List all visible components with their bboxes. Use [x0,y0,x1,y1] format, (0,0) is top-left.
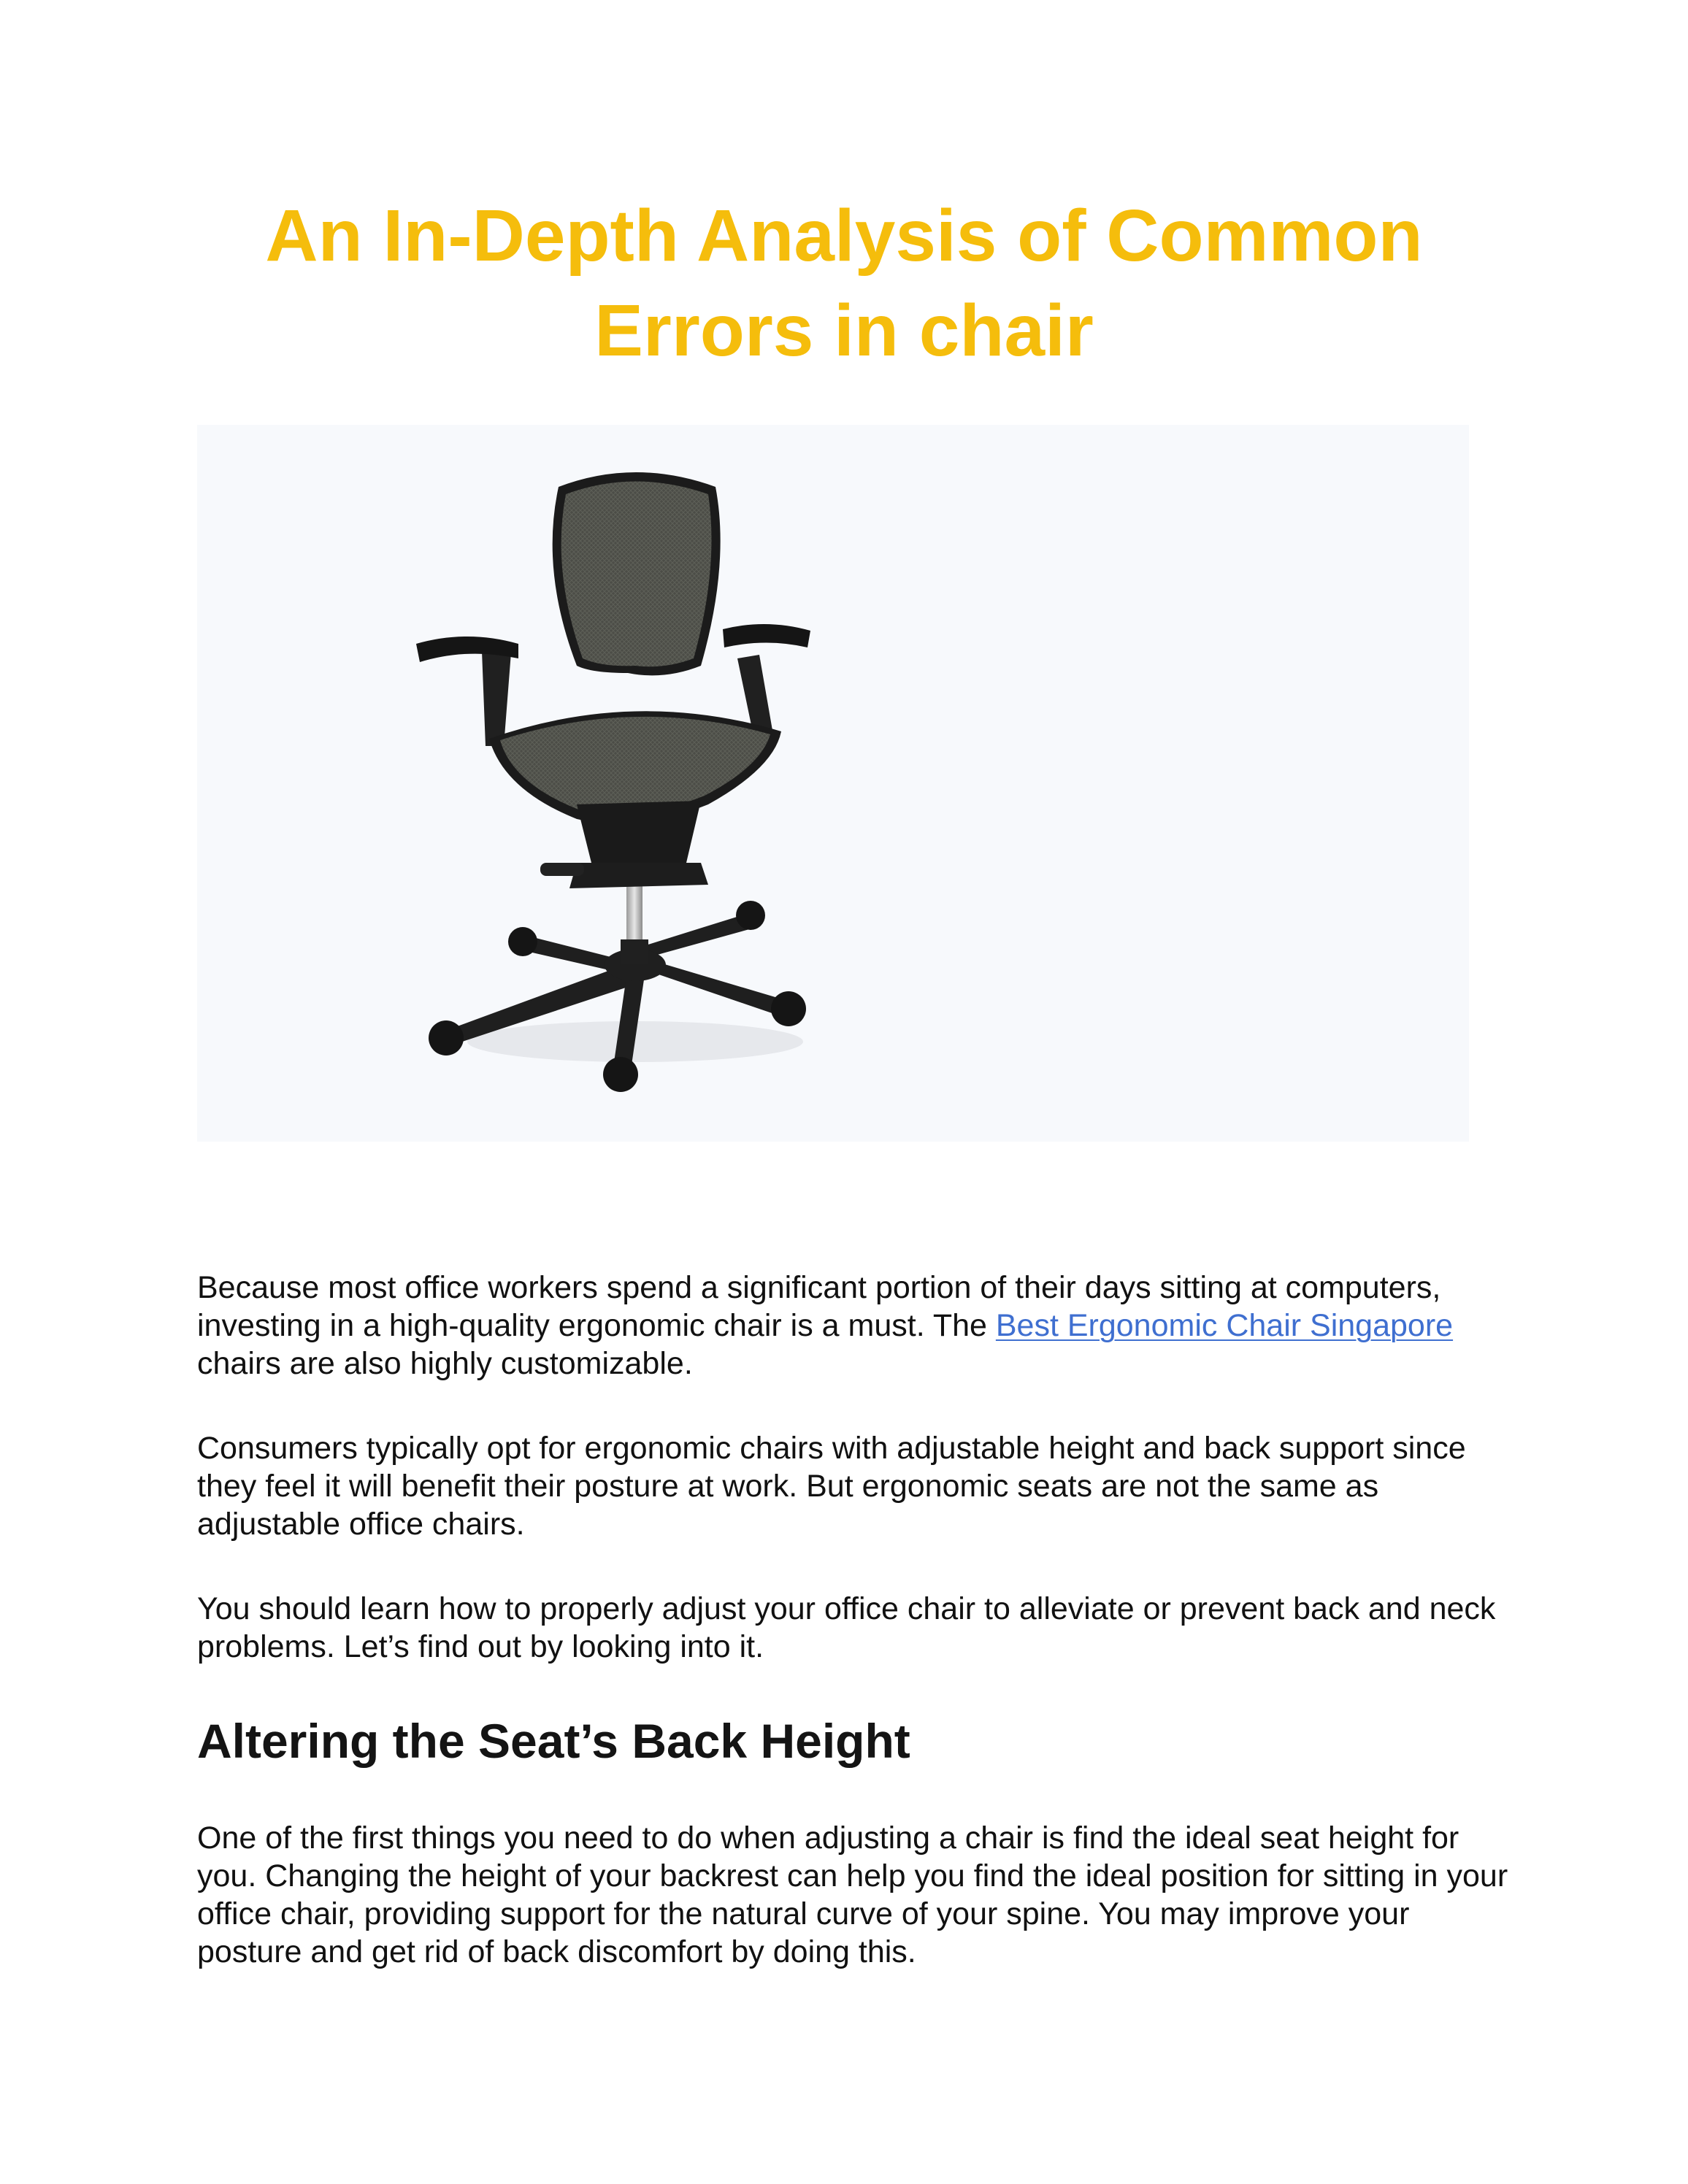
intro-text-after-link: chairs are also highly customizable. [197,1346,693,1381]
section-paragraph: One of the first things you need to do when adjusting a chair is find the ideal seat height for you. Changing the height of your backrest can help you find the ideal position for sitting in your office chair, providing support for the natural curve of your spine. You may improve your posture and get rid of back discomfort by doing this. [197,1820,1508,1969]
intro-text-before-link: Because most office workers spend a significant portion of their days sitting at computers, investing in a high-quality ergonomic chair is a must. The [197,1270,1441,1343]
section-heading: Altering the Seat’s Back Height [197,1714,910,1768]
title-line-2: Errors in chair [594,290,1094,372]
intro-paragraph [197,1269,1511,1383]
title-line-1: An In-Depth Analysis of Common [265,195,1423,277]
document-title [146,188,1542,378]
chair-image [197,425,1469,1142]
adjust-advice-paragraph: You should learn how to properly adjust your office chair to alleviate or prevent back and neck problems. Let’s find out by looking into it. [197,1591,1496,1664]
best-ergonomic-chair-link[interactable]: Best Ergonomic Chair Singapore [995,1308,1454,1343]
office-chair-illustration [197,425,1469,1142]
consumers-paragraph: Consumers typically opt for ergonomic chairs with adjustable height and back support since they feel it will benefit their posture at work. But ergonomic seats are not the same as adjustable office chairs. [197,1431,1466,1542]
